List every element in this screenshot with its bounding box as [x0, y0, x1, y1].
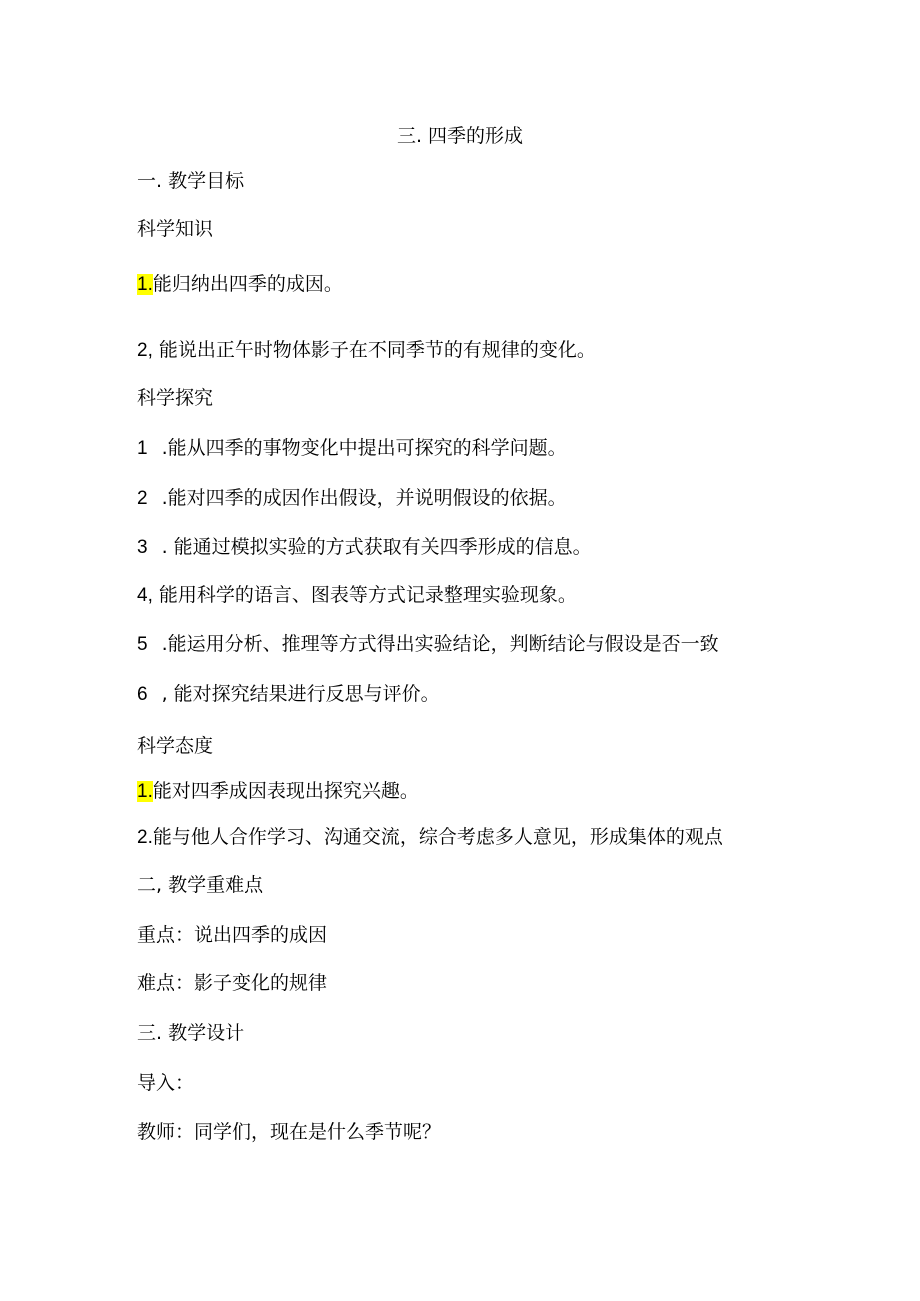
item-number-highlighted: 1.: [137, 274, 153, 295]
item-number: 3: [137, 537, 148, 558]
document-title: 三. 四季的形成: [396, 125, 524, 147]
item-number-highlighted: 1.: [137, 781, 153, 802]
item-text: 能说出正午时物体影子在不同季节的有规律的变化。: [152, 339, 596, 361]
difficulty-line: 难点：影子变化的规律: [137, 972, 328, 994]
attitude-item-1: [137, 779, 419, 804]
item-number: 5: [137, 634, 148, 655]
section-heading-key-points: 二, 教学重难点: [137, 874, 264, 896]
item-number: 6: [137, 684, 148, 705]
attitude-item-2: [137, 825, 723, 850]
item-number: 2: [137, 488, 148, 509]
item-number: 2,: [137, 340, 153, 361]
subheading-knowledge: 科学知识: [137, 218, 214, 240]
item-text: .能对四季的成因作出假设，并说明假设的依据。: [161, 487, 567, 509]
inquiry-item-6: [137, 682, 440, 707]
inquiry-item-5: [137, 632, 719, 657]
item-number: 2.: [137, 827, 153, 848]
inquiry-item-3: [137, 535, 592, 560]
section-heading-design: 三. 教学设计: [137, 1022, 245, 1044]
knowledge-item-1: [137, 272, 343, 297]
item-number: 1: [137, 438, 148, 459]
intro-label: 导入：: [137, 1072, 195, 1094]
item-text: .能从四季的事物变化中提出可探究的科学问题。: [161, 437, 567, 459]
subheading-attitude: 科学态度: [137, 735, 214, 757]
item-text: 能与他人合作学习、沟通交流，综合考虑多人意见，形成集体的观点: [152, 826, 723, 848]
inquiry-item-1: [137, 436, 567, 461]
inquiry-item-4: [137, 583, 577, 608]
item-text: 能归纳出四季的成因。: [152, 273, 343, 295]
teacher-line: 教师：同学们，现在是什么季节呢？: [137, 1121, 442, 1143]
section-heading-objectives: 一. 教学目标: [137, 170, 245, 192]
knowledge-item-2: [137, 338, 596, 363]
item-text: 能对四季成因表现出探究兴趣。: [152, 780, 419, 802]
item-text: .能运用分析、推理等方式得出实验结论，判断结论与假设是否一致: [161, 633, 719, 655]
subheading-inquiry: 科学探究: [137, 387, 214, 409]
item-text: , 能对探究结果进行反思与评价。: [161, 683, 440, 705]
key-point-line: 重点：说出四季的成因: [137, 924, 328, 946]
item-number: 4,: [137, 585, 153, 606]
item-text: 能用科学的语言、图表等方式记录整理实验现象。: [152, 584, 577, 606]
item-text: . 能通过模拟实验的方式获取有关四季形成的信息。: [161, 536, 592, 558]
inquiry-item-2: [137, 486, 567, 511]
